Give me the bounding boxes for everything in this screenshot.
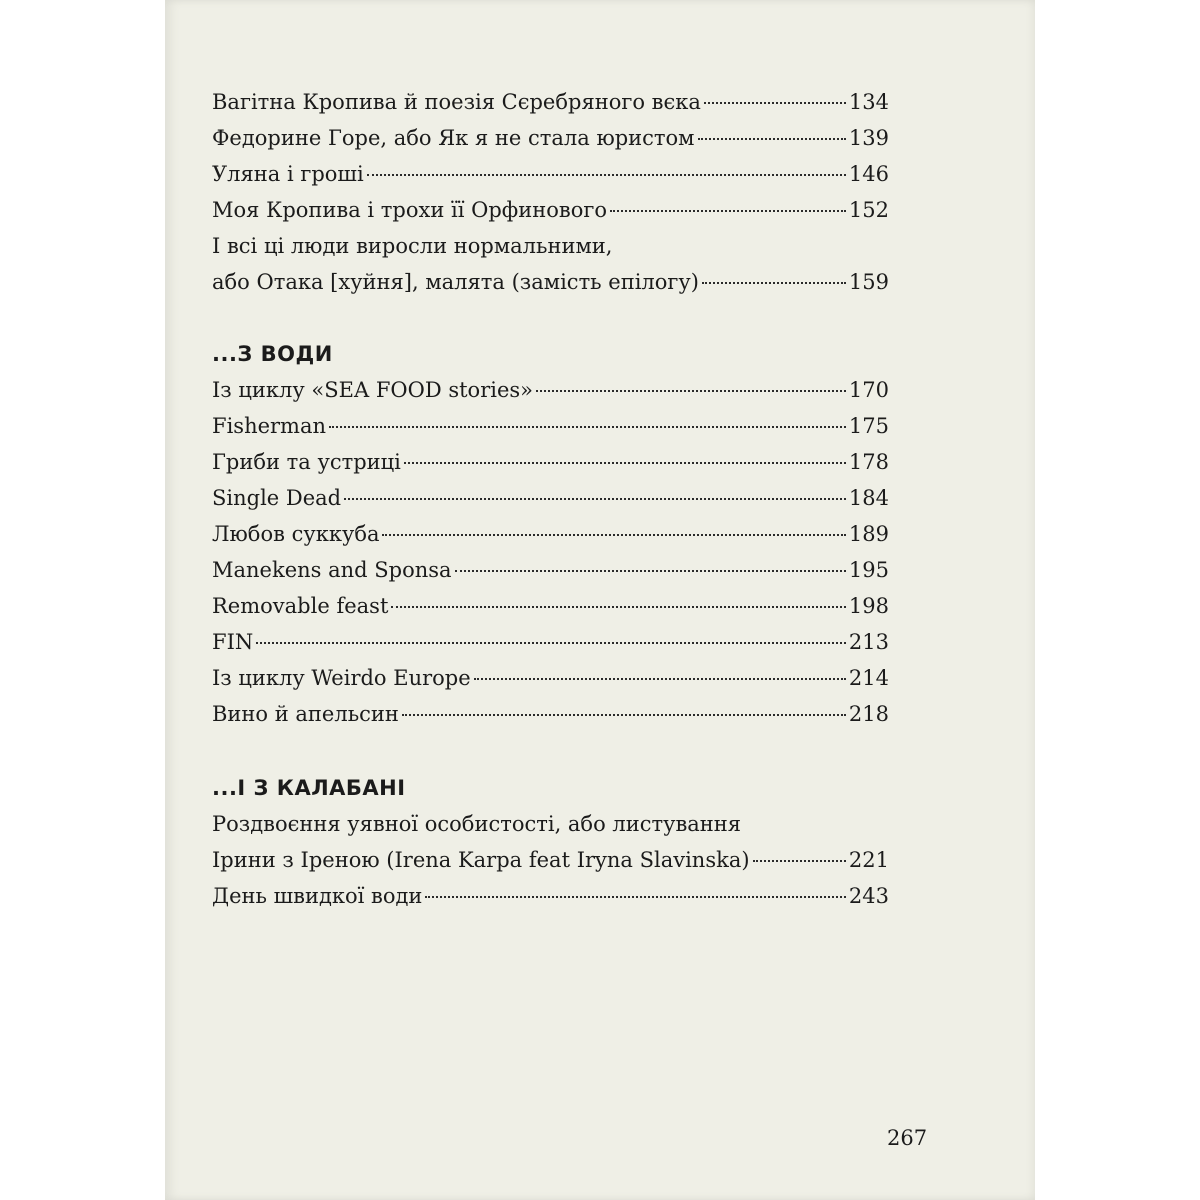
toc-entry xyxy=(212,480,889,516)
toc-entry xyxy=(212,696,889,732)
toc-entry-page: 159 xyxy=(848,270,889,294)
toc-entry xyxy=(212,516,889,552)
toc-entry xyxy=(212,192,889,228)
dot-leader xyxy=(536,390,846,392)
dot-leader xyxy=(382,534,845,536)
toc-entry-title: Любов суккуба xyxy=(212,522,380,546)
toc-entry xyxy=(212,624,889,660)
toc-entry-page: 243 xyxy=(848,884,889,908)
dot-leader xyxy=(610,210,846,212)
toc-entry-title: Removable feast xyxy=(212,594,389,618)
dot-leader xyxy=(404,462,846,464)
toc-entry-page: 134 xyxy=(848,90,889,114)
toc-entry xyxy=(212,588,889,624)
dot-leader xyxy=(425,896,845,898)
dot-leader xyxy=(698,138,846,140)
dot-leader xyxy=(702,282,846,284)
toc-entry-title: Федорине Горе, або Як я не стала юристом xyxy=(212,126,695,150)
toc-entry xyxy=(212,84,889,120)
toc-entry-title: День швидкої води xyxy=(212,884,423,908)
toc-entry xyxy=(212,156,889,192)
dot-leader xyxy=(329,426,846,428)
toc-entry-title-line: Роздвоєння уявної особистості, або листування xyxy=(212,812,742,836)
toc-entry-title: Гриби та устриці xyxy=(212,450,401,474)
dot-leader xyxy=(344,498,846,500)
toc-entry-page: 175 xyxy=(848,414,889,438)
toc-entry xyxy=(212,372,889,408)
toc-entry xyxy=(212,552,889,588)
dot-leader xyxy=(256,642,846,644)
toc-entry-page: 195 xyxy=(848,558,889,582)
toc-entry-title: Уляна і гроші xyxy=(212,162,364,186)
toc-entry-title: Single Dead xyxy=(212,486,342,510)
toc-entry-title: Вино й апельсин xyxy=(212,702,399,726)
toc-entry-page: 146 xyxy=(848,162,889,186)
dot-leader xyxy=(704,102,846,104)
dot-leader xyxy=(474,678,846,680)
toc-entry-title: Manekens and Sponsa xyxy=(212,558,452,582)
toc-entry-page: 198 xyxy=(848,594,889,618)
toc-entry xyxy=(212,878,889,914)
section-heading: ...З ВОДИ xyxy=(212,342,333,366)
toc-entry-title: Із циклу «SEA FOOD stories» xyxy=(212,378,534,402)
toc-entry-page: 152 xyxy=(848,198,889,222)
toc-entry-page: 178 xyxy=(848,450,889,474)
toc-entry-title: Вагітна Кропива й поезія Сєребряного вєка xyxy=(212,90,701,114)
page-number: 267 xyxy=(887,1126,928,1150)
dot-leader xyxy=(455,570,846,572)
toc-entry xyxy=(212,444,889,480)
toc-entry-title: FIN xyxy=(212,630,254,654)
toc-entry-page: 221 xyxy=(848,848,889,872)
toc-entry-page: 170 xyxy=(848,378,889,402)
toc-entry xyxy=(212,120,889,156)
toc-entry-page: 189 xyxy=(848,522,889,546)
dot-leader xyxy=(753,860,846,862)
toc-entry-title: Ірини з Іреною (Irena Karpa feat Iryna Slavinska) xyxy=(212,848,750,872)
toc-entry-page: 214 xyxy=(848,666,889,690)
toc-entry-page: 139 xyxy=(848,126,889,150)
toc-entry-title-line: І всі ці люди виросли нормальними, xyxy=(212,234,613,258)
toc-entry-page: 213 xyxy=(848,630,889,654)
toc-entry-page: 218 xyxy=(848,702,889,726)
toc-entry-title: Fisherman xyxy=(212,414,327,438)
table-of-contents xyxy=(212,84,889,914)
toc-entry-title: або Отака [хуйня], малята (замість епілогу) xyxy=(212,270,699,294)
dot-leader xyxy=(367,174,846,176)
toc-entry xyxy=(212,408,889,444)
dot-leader xyxy=(391,606,846,608)
toc-entry-title: Із циклу Weirdo Europe xyxy=(212,666,471,690)
toc-entry xyxy=(212,264,889,300)
dot-leader xyxy=(402,714,846,716)
toc-entry-page: 184 xyxy=(848,486,889,510)
toc-entry xyxy=(212,842,889,878)
toc-entry-title: Моя Кропива і трохи її Орфинового xyxy=(212,198,607,222)
toc-entry xyxy=(212,660,889,696)
book-page xyxy=(165,0,1035,1200)
section-heading: ...І З КАЛАБАНІ xyxy=(212,776,406,800)
